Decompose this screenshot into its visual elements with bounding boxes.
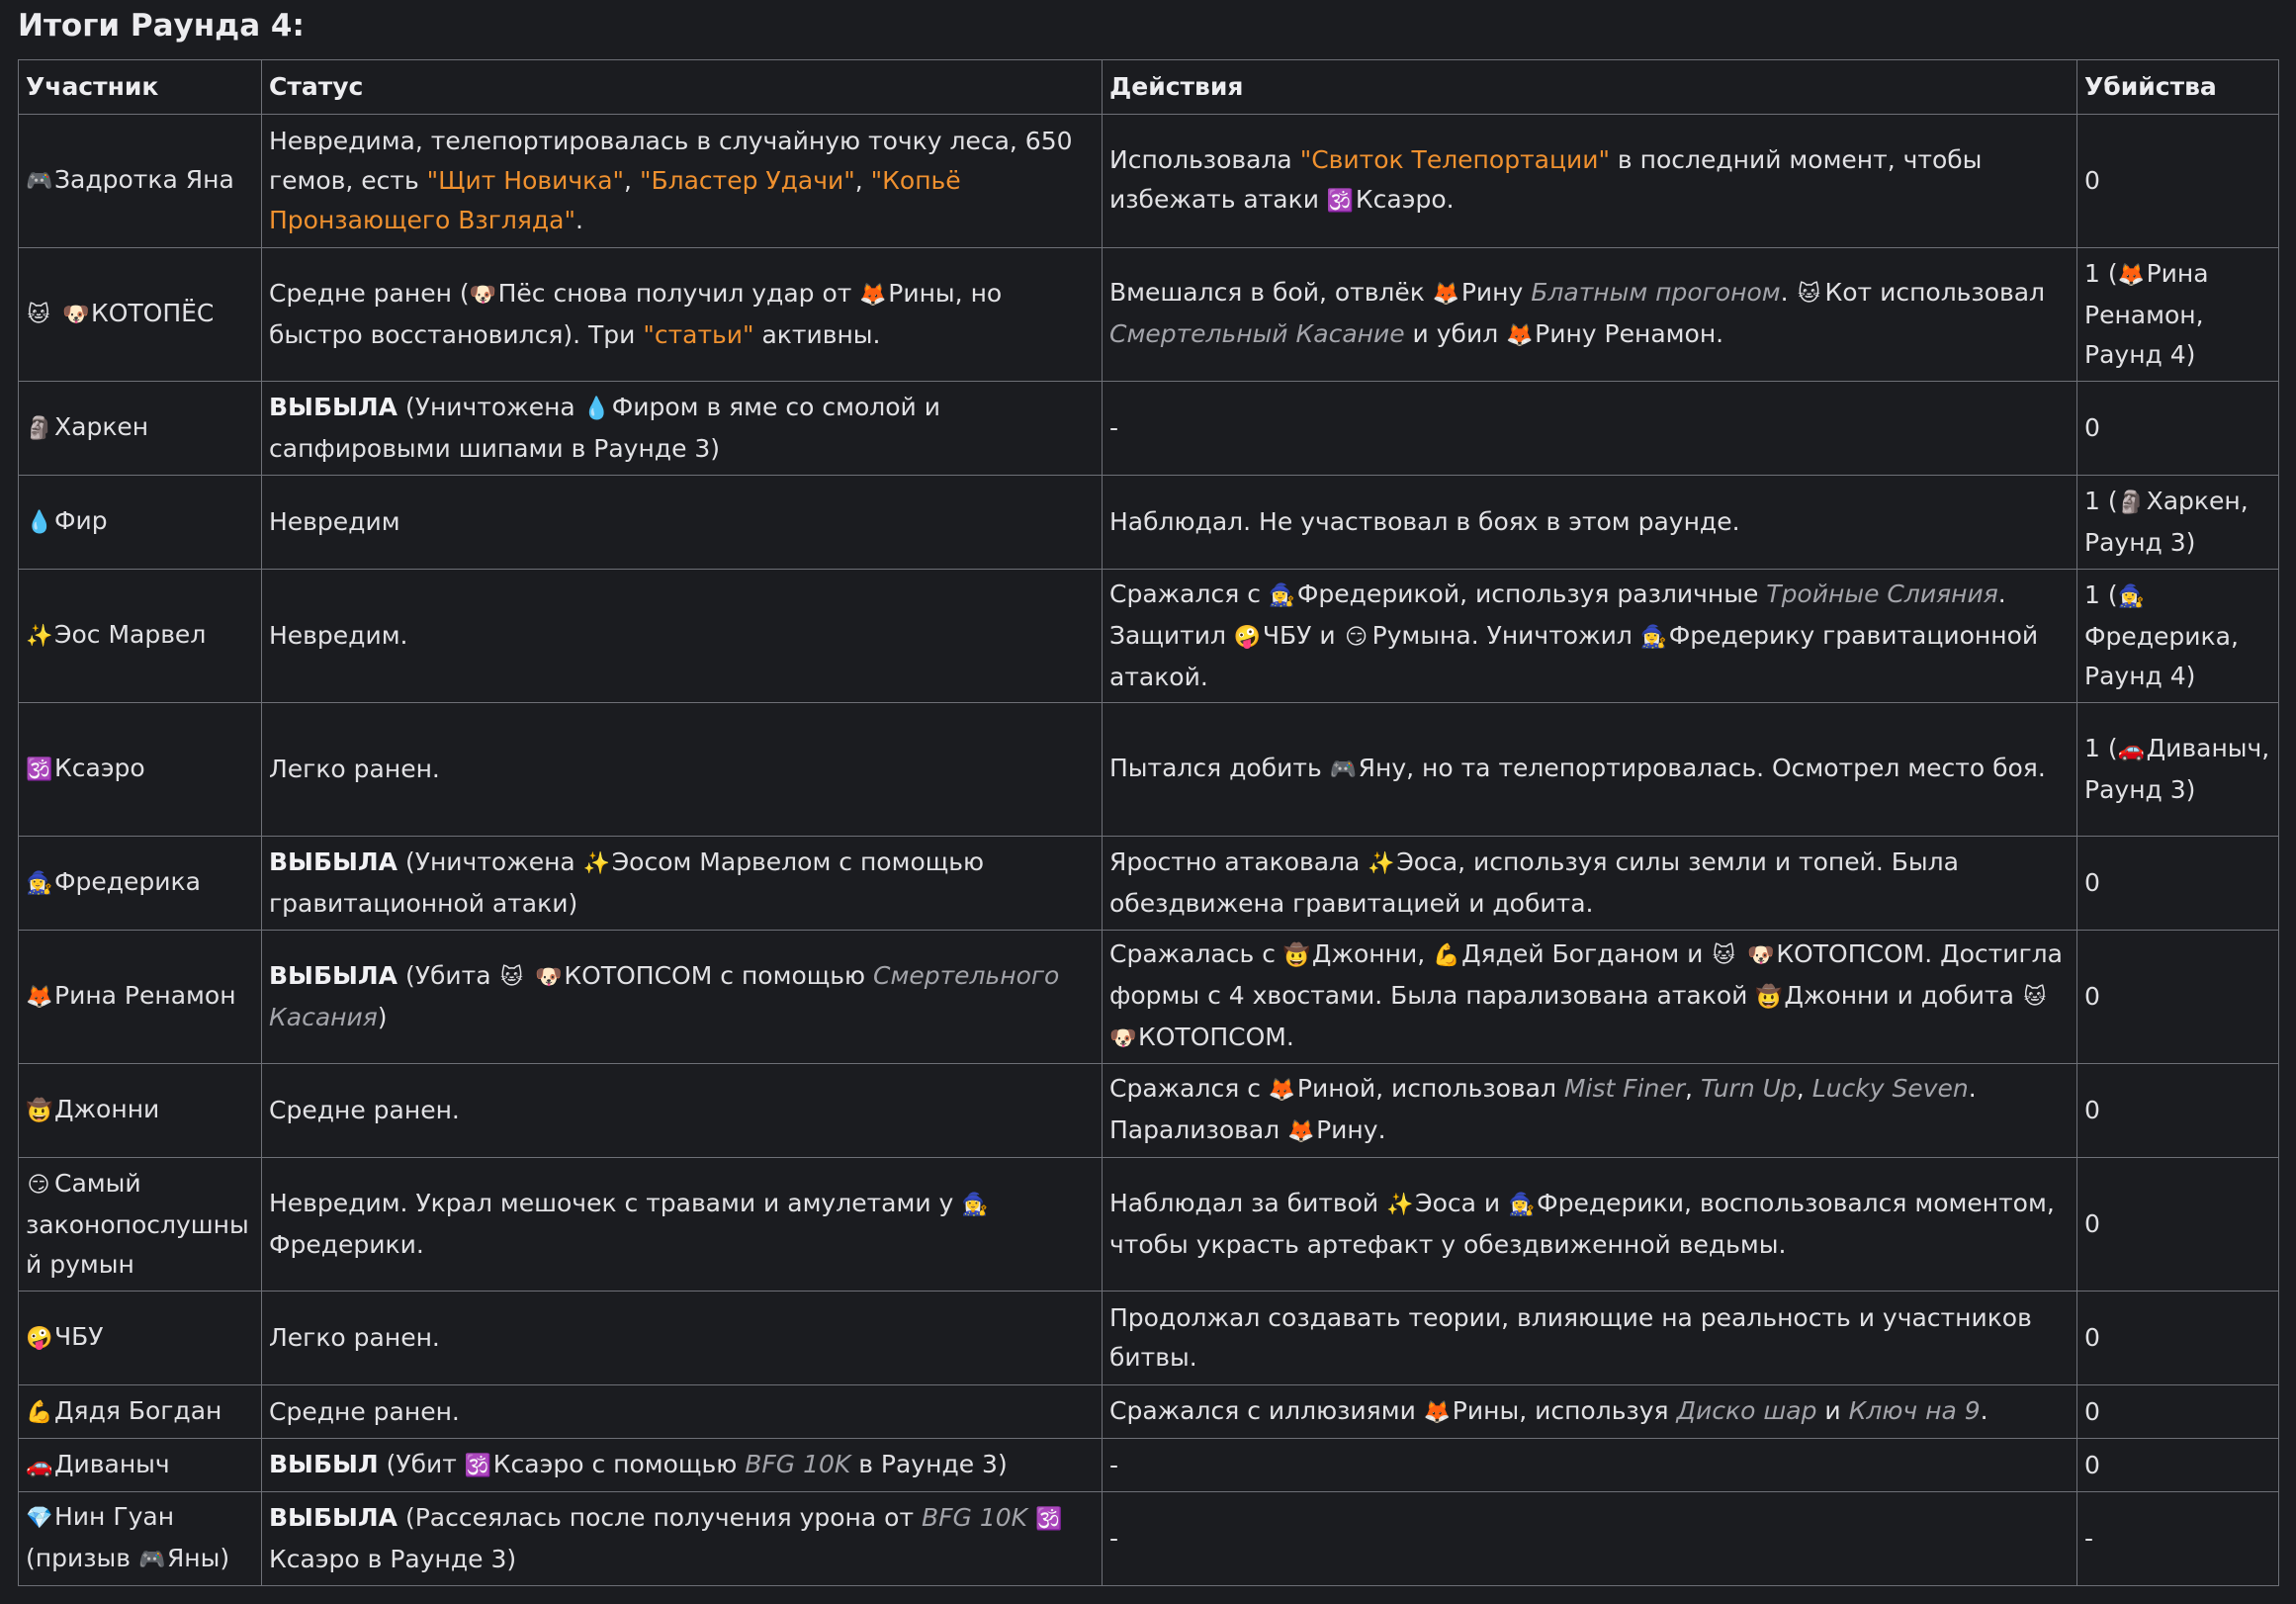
italic-term: BFG 10K: [745, 1449, 851, 1478]
emoji-icon: 🐶: [535, 965, 563, 990]
text-segment: 0: [2084, 1209, 2100, 1238]
text-segment: Яны): [166, 1544, 230, 1572]
actions-cell: [1103, 248, 2077, 382]
text-segment: Эосом Марвелом с помощью гравитационной атаки): [269, 847, 985, 918]
emoji-icon: 🧙‍♀️: [2117, 584, 2146, 609]
table-row: [19, 1385, 2279, 1439]
text-segment: Сражался с иллюзиями: [1109, 1395, 1424, 1425]
text-segment: .: [574, 206, 583, 234]
text-segment: Ксаэро в Раунде 3): [269, 1545, 517, 1573]
emoji-icon: 💎: [26, 1506, 53, 1531]
actions-cell: [1103, 570, 2077, 703]
kills-cell: [2077, 382, 2279, 476]
kills-cell: [2077, 837, 2279, 931]
text-segment: и: [1816, 1395, 1849, 1425]
text-segment: Джонни,: [1311, 939, 1434, 968]
text-segment: КОТОПСОМ.: [1138, 1023, 1294, 1051]
participant-cell: [19, 1492, 262, 1586]
text-segment: Эоса и: [1415, 1189, 1509, 1217]
emoji-icon: 🤠: [26, 1099, 53, 1123]
text-segment: [1027, 1503, 1035, 1532]
emoji-icon: 🦊: [1287, 1119, 1315, 1144]
text-segment: Фредерикой, используя различные: [1296, 579, 1767, 608]
emoji-icon: 🕉️: [26, 757, 53, 782]
text-segment: КОТОПСОМ. Достигла формы с 4 хвостами. Была парализована атакой: [1109, 939, 2063, 1010]
text-segment: Средне ранен.: [269, 1396, 460, 1426]
text-segment: Пёс снова получил удар от: [497, 279, 860, 308]
actions-cell: [1103, 1292, 2077, 1385]
kills-cell: [2077, 1064, 2279, 1158]
text-segment: ): [377, 1003, 388, 1031]
table-row: [19, 703, 2279, 837]
column-header-actions: Действия: [1103, 60, 2077, 115]
emoji-icon: 💧: [582, 397, 611, 421]
participant-cell: [19, 248, 262, 382]
emoji-icon: 💪: [1433, 943, 1460, 968]
emoji-icon: ✨: [26, 624, 53, 649]
text-segment: [1739, 939, 1747, 968]
actions-cell: [1103, 1439, 2077, 1492]
table-row: [19, 1492, 2279, 1586]
text-segment: Самый законопослушный румын: [26, 1169, 249, 1279]
kills-cell: [2077, 1158, 2279, 1292]
participant-cell: [19, 837, 262, 931]
table-row: [19, 476, 2279, 570]
emoji-icon: 🧙‍♀️: [961, 1193, 989, 1217]
actions-cell: [1103, 1064, 2077, 1158]
text-segment: Задротка Яна: [54, 165, 234, 194]
text-segment: Легко ранен.: [269, 755, 440, 783]
emoji-icon: 💪: [26, 1399, 53, 1425]
emoji-icon: ✨: [1386, 1193, 1414, 1217]
text-segment: Средне ранен.: [269, 1096, 460, 1124]
emoji-icon: 🐱: [27, 303, 50, 327]
text-segment: -: [1109, 1524, 1119, 1553]
emoji-icon: 🤪: [26, 1326, 53, 1351]
participant-cell: [19, 1385, 262, 1439]
status-cell: [262, 570, 1103, 703]
emoji-icon: 🤪: [1233, 625, 1262, 650]
kills-cell: [2077, 1492, 2279, 1586]
text-segment: Яну, но та телепортировалась. Осмотрел место боя.: [1358, 754, 2046, 782]
emoji-icon: 🤠: [1282, 943, 1311, 968]
text-segment: Вмешался в бой, отвлёк: [1109, 278, 1433, 307]
column-header-kills: Убийства: [2077, 60, 2279, 115]
eliminated-label: ВЫБЫЛА: [269, 961, 398, 990]
status-cell: [262, 1385, 1103, 1439]
participant-cell: [19, 1064, 262, 1158]
text-segment: 0: [2084, 1323, 2100, 1352]
highlighted-item: "Щит Новичка": [426, 166, 625, 195]
participant-cell: [19, 476, 262, 570]
text-segment: Ксаэро.: [1355, 185, 1455, 214]
italic-term: Смертельного Касания: [269, 961, 1060, 1031]
emoji-icon: 🦊: [1506, 323, 1534, 348]
emoji-icon: 🗿: [26, 416, 53, 441]
emoji-icon: 🐱: [2023, 985, 2047, 1010]
text-segment: КОТОПСОМ с помощью: [564, 961, 874, 990]
text-segment: Фредерика, Раунд 4): [2084, 622, 2239, 690]
italic-term: Блатным прогоном: [1531, 278, 1781, 307]
emoji-icon: 🦊: [2117, 263, 2146, 288]
emoji-icon: 🧙‍♀️: [1508, 1193, 1536, 1217]
text-segment: Ксаэро: [54, 754, 145, 782]
table-header-row: [19, 60, 2279, 115]
emoji-icon: 🚗: [26, 1453, 53, 1478]
emoji-icon: 🧙‍♀️: [1268, 583, 1296, 608]
text-segment: (Уничтожена: [397, 393, 583, 421]
text-segment: Фредерики, воспользовался моментом, чтобы украсть артефакт у обездвиженной ведьмы.: [1109, 1189, 2055, 1259]
emoji-icon: 🦊: [859, 283, 887, 308]
text-segment: (Убита: [397, 961, 499, 990]
text-segment: (Рассеялась после получения урона от: [397, 1503, 922, 1532]
italic-term: Тройные Слияния: [1766, 579, 1998, 608]
text-segment: Румына. Уничтожил: [1371, 621, 1640, 650]
text-segment: Сражался с: [1109, 579, 1269, 608]
column-header-participant: Участник: [19, 60, 262, 115]
emoji-icon: 🐶: [1109, 1026, 1137, 1051]
participant-cell: [19, 382, 262, 476]
text-segment: 0: [2084, 868, 2100, 897]
text-segment: Рины, используя: [1452, 1395, 1677, 1425]
italic-term: Mist Finer: [1563, 1074, 1686, 1103]
text-segment: Невредим: [269, 507, 400, 536]
text-segment: (Уничтожена: [397, 847, 583, 876]
actions-cell: [1103, 1158, 2077, 1292]
text-segment: Пытался добить: [1109, 754, 1330, 782]
text-segment: Рины, но быстро восстановился). Три: [269, 279, 1003, 349]
text-segment: 0: [2084, 982, 2100, 1011]
column-header-status: Статус: [262, 60, 1103, 115]
text-segment: Дядя Богдан: [54, 1395, 222, 1425]
text-segment: -: [2084, 1524, 2094, 1553]
round-results-table: [18, 59, 2279, 1586]
text-segment: Невредим. Украл мешочек с травами и амулетами у: [269, 1189, 962, 1217]
status-cell: [262, 931, 1103, 1064]
table-header: [19, 60, 2279, 115]
text-segment: 1 (: [2084, 487, 2118, 515]
text-segment: Невредим.: [269, 621, 408, 650]
eliminated-label: ВЫБЫЛА: [269, 1503, 398, 1532]
emoji-icon: 🧙‍♀️: [1639, 625, 1668, 650]
table-row: [19, 1158, 2279, 1292]
text-segment: Сражался с: [1109, 1074, 1269, 1103]
highlighted-item: "Свиток Телепортации": [1299, 145, 1610, 174]
table-row: [19, 382, 2279, 476]
text-segment: Эос Марвел: [54, 620, 207, 649]
highlighted-item: "Копьё Пронзающего Взгляда": [269, 166, 961, 234]
text-segment: Легко ранен.: [269, 1323, 440, 1352]
text-segment: ЧБУ и: [1262, 621, 1344, 650]
emoji-icon: 🚗: [2117, 738, 2146, 762]
table-row: [19, 837, 2279, 931]
text-segment: Сражалась с: [1109, 939, 1283, 968]
text-segment: 1 (: [2084, 734, 2118, 762]
eliminated-label: ВЫБЫЛА: [269, 393, 398, 421]
text-segment: и убил: [1404, 319, 1507, 348]
kills-cell: [2077, 1292, 2279, 1385]
actions-cell: [1103, 382, 2077, 476]
text-segment: [527, 961, 535, 990]
text-segment: 1 (: [2084, 580, 2118, 609]
text-segment: (Убит: [378, 1449, 465, 1478]
text-segment: .: [1980, 1395, 1988, 1425]
text-segment: .: [1780, 278, 1797, 307]
text-segment: 0: [2084, 413, 2100, 442]
text-segment: Наблюдал. Не участвовал в боях в этом раунде.: [1109, 507, 1740, 536]
text-segment: ,: [1796, 1074, 1812, 1103]
status-cell: [262, 248, 1103, 382]
status-cell: [262, 1064, 1103, 1158]
kills-cell: [2077, 1439, 2279, 1492]
italic-term: Lucky Seven: [1811, 1074, 1969, 1103]
text-segment: Продолжал создавать теории, влияющие на реальность и участников битвы.: [1109, 1303, 2032, 1372]
emoji-icon: 🐶: [61, 303, 90, 327]
text-segment: Кот использовал: [1824, 278, 2046, 307]
emoji-icon: 🕉️: [1326, 189, 1355, 214]
emoji-icon: 🎮: [137, 1548, 166, 1572]
text-segment: Фиром в яме со смолой и сапфировыми шипами в Раунде 3): [269, 393, 940, 463]
kills-cell: [2077, 1385, 2279, 1439]
table-row: [19, 1292, 2279, 1385]
text-segment: 0: [2084, 166, 2100, 195]
actions-cell: [1103, 703, 2077, 837]
text-segment: . Защитил: [1109, 579, 2006, 650]
status-cell: [262, 115, 1103, 248]
italic-term: Ключ на 9: [1848, 1395, 1981, 1425]
text-segment: Фредерика: [54, 867, 201, 896]
actions-cell: [1103, 115, 2077, 248]
text-segment: 0: [2084, 1396, 2100, 1426]
emoji-icon: 🐱: [1712, 943, 1735, 968]
emoji-icon: 🐶: [469, 283, 497, 308]
emoji-icon: ✨: [582, 851, 611, 876]
kills-cell: [2077, 476, 2279, 570]
text-segment: -: [1109, 1450, 1119, 1479]
emoji-icon: 💧: [26, 510, 53, 535]
actions-cell: [1103, 1385, 2077, 1439]
text-segment: активны.: [753, 320, 881, 349]
italic-term: Диско шар: [1676, 1395, 1817, 1425]
table-row: [19, 1439, 2279, 1492]
emoji-icon: 🦊: [1268, 1078, 1296, 1103]
text-segment: Невредима, телепортировалась в случайную точку леса, 650 гемов, есть: [269, 127, 1073, 195]
actions-cell: [1103, 1492, 2077, 1586]
text-segment: Средне ранен (: [269, 279, 470, 308]
highlighted-item: "Бластер Удачи": [639, 166, 855, 195]
table-row: [19, 248, 2279, 382]
status-cell: [262, 1492, 1103, 1586]
emoji-icon: 🕉️: [1035, 1507, 1063, 1532]
emoji-icon: 🧙‍♀️: [26, 871, 53, 896]
eliminated-label: ВЫБЫЛ: [269, 1449, 379, 1478]
table-body: [19, 115, 2279, 1586]
participant-cell: [19, 703, 262, 837]
text-segment: Ксаэро с помощью: [492, 1449, 746, 1478]
italic-term: Turn Up: [1700, 1074, 1797, 1103]
text-segment: Харкен: [54, 412, 149, 441]
highlighted-item: "статьи": [643, 320, 754, 349]
participant-cell: [19, 115, 262, 248]
kills-cell: [2077, 248, 2279, 382]
emoji-icon: 🗿: [2117, 490, 2146, 515]
emoji-icon: 🐱: [500, 965, 523, 990]
table-row: [19, 931, 2279, 1064]
text-segment: Джонни и добита: [1784, 981, 2022, 1010]
emoji-icon: 😏: [27, 1173, 50, 1198]
text-segment: Фир: [54, 506, 108, 535]
text-segment: Наблюдал за битвой: [1109, 1189, 1387, 1217]
status-cell: [262, 382, 1103, 476]
text-segment: -: [1109, 413, 1119, 442]
text-segment: Дядей Богданом и: [1461, 939, 1712, 968]
round-results-heading: Итоги Раунда 4:: [18, 8, 305, 44]
text-segment: КОТОПЁС: [90, 299, 215, 327]
text-segment: Рина Ренамон, Раунд 4): [2084, 259, 2209, 369]
emoji-icon: 🦊: [1423, 1399, 1452, 1425]
emoji-icon: 🎮: [1329, 757, 1358, 782]
text-segment: 0: [2084, 1096, 2100, 1124]
text-segment: Нин Гуан (призыв: [26, 1502, 175, 1572]
text-segment: Рина Ренамон: [54, 981, 236, 1010]
actions-cell: [1103, 931, 2077, 1064]
text-segment: Диваныч: [54, 1449, 170, 1478]
text-segment: ,: [854, 166, 871, 195]
text-segment: Джонни: [54, 1095, 160, 1123]
status-cell: [262, 1158, 1103, 1292]
status-cell: [262, 1292, 1103, 1385]
text-segment: Диваныч, Раунд 3): [2084, 734, 2270, 804]
text-segment: ,: [1685, 1074, 1701, 1103]
emoji-icon: 🤠: [1755, 985, 1783, 1010]
actions-cell: [1103, 837, 2077, 931]
status-cell: [262, 703, 1103, 837]
text-segment: ,: [624, 166, 640, 195]
emoji-icon: 🦊: [1432, 282, 1460, 307]
table-row: [19, 115, 2279, 248]
italic-term: BFG 10K: [921, 1503, 1028, 1532]
actions-cell: [1103, 476, 2077, 570]
italic-term: Смертельный Касание: [1109, 319, 1405, 348]
table-row: [19, 570, 2279, 703]
text-segment: Использовала: [1109, 145, 1300, 174]
text-segment: Эоса, используя силы земли и топей. Была обездвижена гравитацией и добита.: [1109, 847, 1959, 918]
participant-cell: [19, 1158, 262, 1292]
text-segment: Харкен, Раунд 3): [2084, 487, 2249, 557]
text-segment: Яростно атаковала: [1109, 847, 1369, 876]
text-segment: Рину Ренамон.: [1535, 319, 1724, 348]
emoji-icon: 🎮: [26, 169, 53, 194]
emoji-icon: 🦊: [26, 985, 53, 1010]
text-segment: Рину: [1460, 278, 1532, 307]
eliminated-label: ВЫБЫЛА: [269, 847, 398, 876]
emoji-icon: 🐶: [1747, 943, 1775, 968]
text-segment: в последний момент, чтобы избежать атаки: [1109, 145, 1983, 214]
text-segment: [54, 299, 62, 327]
participant-cell: [19, 1292, 262, 1385]
text-segment: . Парализовал: [1109, 1074, 1977, 1144]
kills-cell: [2077, 115, 2279, 248]
kills-cell: [2077, 570, 2279, 703]
text-segment: Риной, использовал: [1296, 1074, 1564, 1103]
text-segment: Фредерику гравитационной атакой.: [1109, 621, 2039, 691]
table-row: [19, 1064, 2279, 1158]
text-segment: ЧБУ: [54, 1322, 104, 1351]
kills-cell: [2077, 703, 2279, 837]
text-segment: Рину.: [1316, 1115, 1386, 1144]
text-segment: Фредерики.: [269, 1230, 424, 1259]
participant-cell: [19, 931, 262, 1064]
kills-cell: [2077, 931, 2279, 1064]
status-cell: [262, 837, 1103, 931]
status-cell: [262, 476, 1103, 570]
emoji-icon: 🕉️: [464, 1453, 492, 1478]
status-cell: [262, 1439, 1103, 1492]
emoji-icon: 😏: [1345, 625, 1369, 650]
emoji-icon: 🐱: [1798, 282, 1820, 307]
participant-cell: [19, 1439, 262, 1492]
emoji-icon: ✨: [1368, 851, 1395, 876]
participant-cell: [19, 570, 262, 703]
text-segment: в Раунде 3): [850, 1449, 1008, 1478]
text-segment: 1 (: [2084, 259, 2118, 288]
text-segment: 0: [2084, 1450, 2100, 1479]
